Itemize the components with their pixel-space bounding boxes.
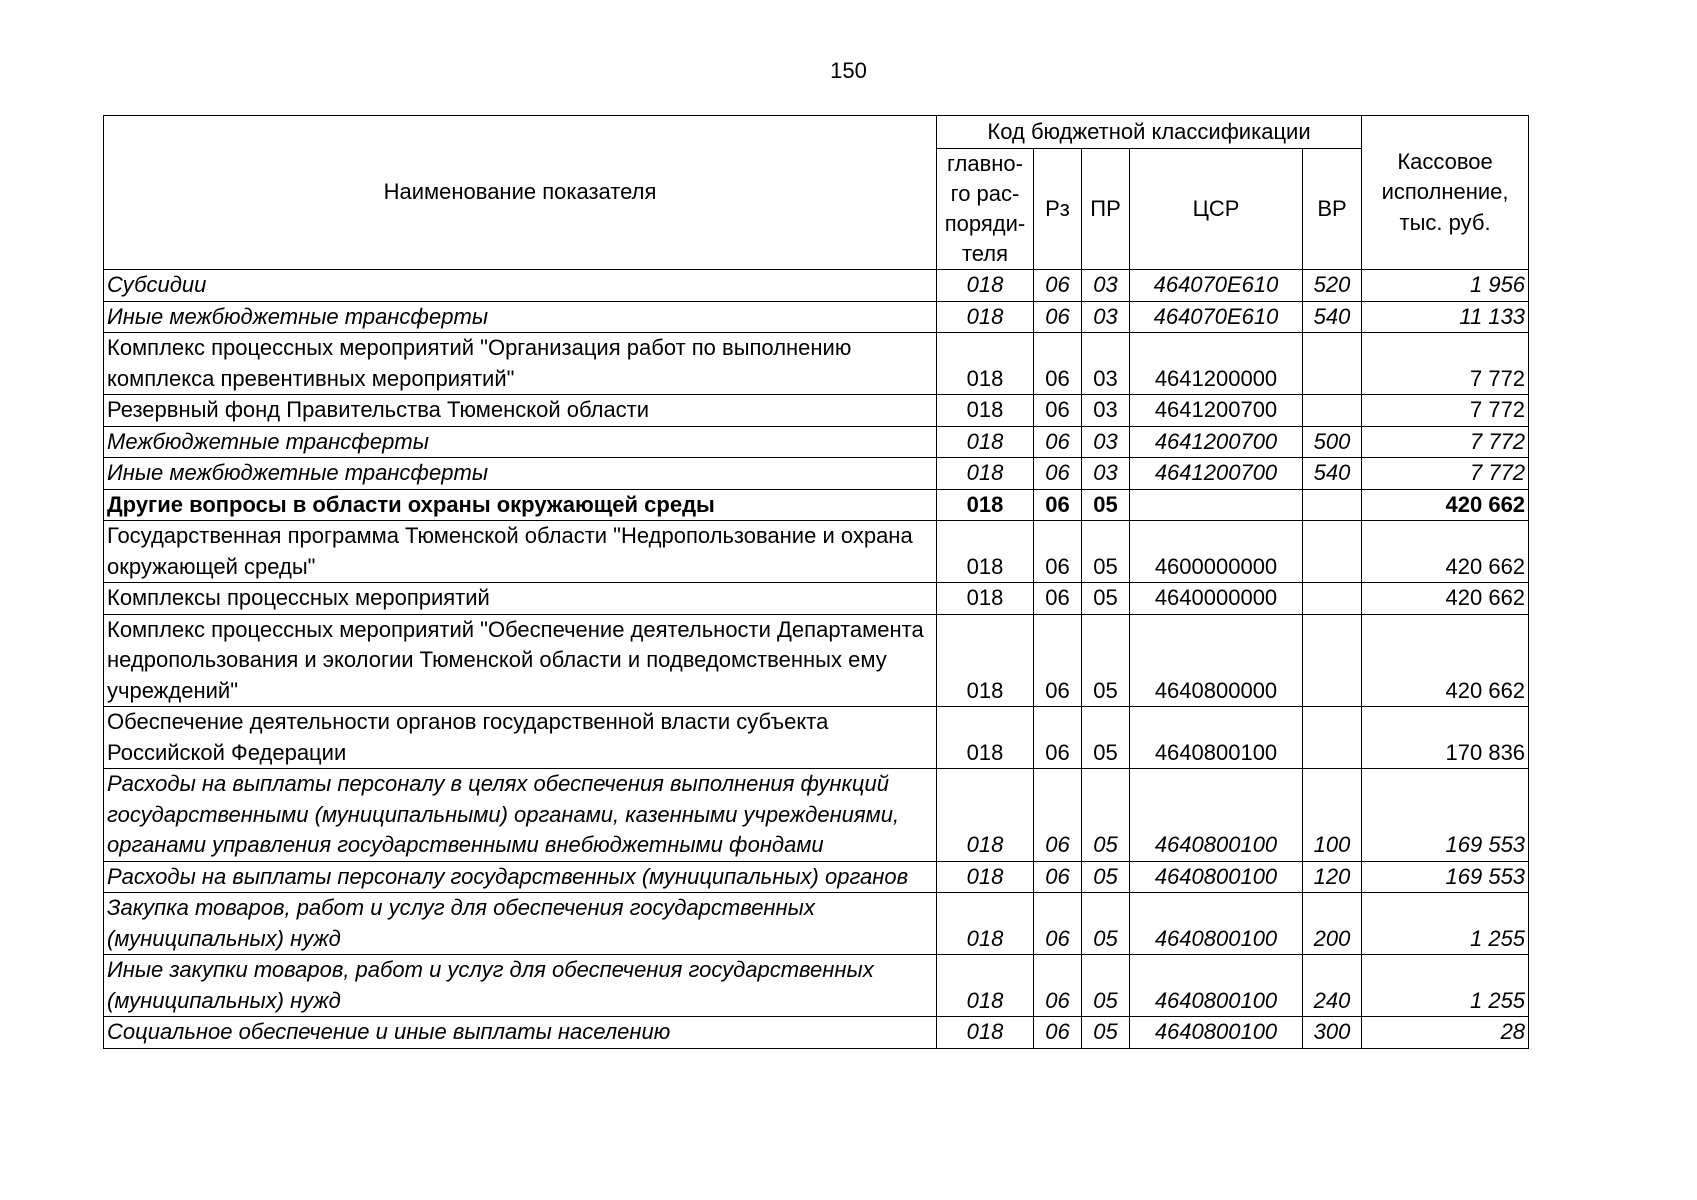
cell-grbs: 018	[937, 893, 1034, 955]
cell-amount: 169 553	[1362, 769, 1529, 862]
cell-csr: 4640800100	[1130, 1017, 1303, 1049]
header-grbs-line: поряди-	[944, 211, 1026, 236]
cell-amount: 7 772	[1362, 458, 1529, 490]
cell-amount: 7 772	[1362, 333, 1529, 395]
cell-grbs: 018	[937, 521, 1034, 583]
cell-name: Комплекс процессных мероприятий "Организация работ по выполнению комплекса превентивных мероприятий"	[104, 333, 937, 395]
cell-rz: 06	[1034, 489, 1082, 521]
cell-csr: 4641200700	[1130, 426, 1303, 458]
cell-name: Государственная программа Тюменской области "Недропользование и охрана окружающей среды"	[104, 521, 937, 583]
header-pr: ПР	[1082, 149, 1130, 270]
cell-amount: 1 255	[1362, 955, 1529, 1017]
cell-rz: 06	[1034, 955, 1082, 1017]
cell-amount: 1 956	[1362, 270, 1529, 302]
cell-amount: 7 772	[1362, 426, 1529, 458]
cell-csr: 464070Е610	[1130, 301, 1303, 333]
table-row	[104, 614, 1529, 707]
cell-pr: 05	[1082, 955, 1130, 1017]
cell-pr: 05	[1082, 583, 1130, 615]
table-row	[104, 395, 1529, 427]
cell-vr	[1303, 521, 1362, 583]
cell-pr: 03	[1082, 426, 1130, 458]
cell-csr: 4640800100	[1130, 861, 1303, 893]
cell-grbs: 018	[937, 333, 1034, 395]
header-amount-line: Кассовое	[1397, 148, 1493, 174]
cell-csr: 464070Е610	[1130, 270, 1303, 302]
cell-amount: 420 662	[1362, 583, 1529, 615]
cell-pr: 03	[1082, 395, 1130, 427]
cell-amount: 170 836	[1362, 707, 1529, 769]
cell-vr: 520	[1303, 270, 1362, 302]
cell-rz: 06	[1034, 426, 1082, 458]
cell-csr: 4640800100	[1130, 769, 1303, 862]
cell-csr: 4600000000	[1130, 521, 1303, 583]
cell-vr: 300	[1303, 1017, 1362, 1049]
header-grbs-line: го рас-	[950, 181, 1020, 206]
cell-csr: 4641200700	[1130, 458, 1303, 490]
header-grbs	[937, 149, 1034, 270]
table-row	[104, 333, 1529, 395]
cell-vr	[1303, 583, 1362, 615]
cell-vr	[1303, 395, 1362, 427]
cell-rz: 06	[1034, 1017, 1082, 1049]
cell-vr: 200	[1303, 893, 1362, 955]
cell-vr: 500	[1303, 426, 1362, 458]
cell-grbs: 018	[937, 707, 1034, 769]
header-amount	[1362, 116, 1529, 270]
cell-name: Иные межбюджетные трансферты	[104, 458, 937, 490]
cell-pr: 03	[1082, 270, 1130, 302]
cell-rz: 06	[1034, 458, 1082, 490]
cell-name: Закупка товаров, работ и услуг для обеспечения государственных (муниципальных) нужд	[104, 893, 937, 955]
cell-grbs: 018	[937, 583, 1034, 615]
cell-name: Обеспечение деятельности органов государственной власти субъекта Российской Федерации	[104, 707, 937, 769]
cell-pr: 05	[1082, 769, 1130, 862]
cell-pr: 05	[1082, 861, 1130, 893]
table-row	[104, 270, 1529, 302]
cell-pr: 05	[1082, 489, 1130, 521]
cell-name: Комплексы процессных мероприятий	[104, 583, 937, 615]
table-row	[104, 489, 1529, 521]
cell-csr: 4640800100	[1130, 893, 1303, 955]
cell-name: Субсидии	[104, 270, 937, 302]
table-row	[104, 769, 1529, 862]
cell-grbs: 018	[937, 614, 1034, 707]
table-row	[104, 301, 1529, 333]
header-grbs-line: главно-	[946, 151, 1023, 176]
table-row	[104, 521, 1529, 583]
table-row	[104, 955, 1529, 1017]
cell-csr: 4640800000	[1130, 614, 1303, 707]
cell-pr: 03	[1082, 333, 1130, 395]
cell-rz: 06	[1034, 583, 1082, 615]
cell-name: Иные межбюджетные трансферты	[104, 301, 937, 333]
cell-pr: 05	[1082, 893, 1130, 955]
header-grbs-line: теля	[961, 241, 1009, 266]
cell-name: Резервный фонд Правительства Тюменской области	[104, 395, 937, 427]
cell-name: Социальное обеспечение и иные выплаты населению	[104, 1017, 937, 1049]
header-csr: ЦСР	[1130, 149, 1303, 270]
cell-vr: 540	[1303, 458, 1362, 490]
cell-grbs: 018	[937, 489, 1034, 521]
cell-amount: 7 772	[1362, 395, 1529, 427]
cell-amount: 11 133	[1362, 301, 1529, 333]
table-header	[104, 116, 1529, 270]
cell-name: Другие вопросы в области охраны окружающей среды	[104, 489, 937, 521]
cell-rz: 06	[1034, 707, 1082, 769]
cell-grbs: 018	[937, 861, 1034, 893]
cell-grbs: 018	[937, 395, 1034, 427]
cell-vr: 120	[1303, 861, 1362, 893]
cell-pr: 05	[1082, 614, 1130, 707]
header-amount-line: исполнение,	[1381, 179, 1509, 205]
cell-vr: 100	[1303, 769, 1362, 862]
cell-amount: 420 662	[1362, 489, 1529, 521]
cell-name: Расходы на выплаты персоналу в целях обеспечения выполнения функций государственными (муниципальными) органами, казенными учреждениями, органами управления государственными внебюджетными фондами	[104, 769, 937, 862]
cell-vr	[1303, 333, 1362, 395]
cell-amount: 1 255	[1362, 893, 1529, 955]
cell-grbs: 018	[937, 458, 1034, 490]
header-vr: ВР	[1303, 149, 1362, 270]
cell-rz: 06	[1034, 614, 1082, 707]
cell-pr: 03	[1082, 458, 1130, 490]
cell-rz: 06	[1034, 893, 1082, 955]
cell-pr: 05	[1082, 707, 1130, 769]
budget-table	[103, 115, 1529, 1049]
table-row	[104, 426, 1529, 458]
cell-pr: 05	[1082, 521, 1130, 583]
cell-rz: 06	[1034, 333, 1082, 395]
cell-grbs: 018	[937, 301, 1034, 333]
cell-name: Иные закупки товаров, работ и услуг для обеспечения государственных (муниципальных) нужд	[104, 955, 937, 1017]
table-row	[104, 458, 1529, 490]
cell-rz: 06	[1034, 521, 1082, 583]
cell-vr: 240	[1303, 955, 1362, 1017]
table-body	[104, 270, 1529, 1049]
cell-csr: 4640800100	[1130, 707, 1303, 769]
cell-rz: 06	[1034, 769, 1082, 862]
cell-vr	[1303, 707, 1362, 769]
cell-pr: 05	[1082, 1017, 1130, 1049]
header-name: Наименование показателя	[104, 116, 937, 270]
table-row	[104, 861, 1529, 893]
cell-rz: 06	[1034, 270, 1082, 302]
cell-vr	[1303, 614, 1362, 707]
cell-name: Расходы на выплаты персоналу государственных (муниципальных) органов	[104, 861, 937, 893]
header-rz: Рз	[1034, 149, 1082, 270]
cell-grbs: 018	[937, 1017, 1034, 1049]
cell-name: Межбюджетные трансферты	[104, 426, 937, 458]
cell-vr: 540	[1303, 301, 1362, 333]
header-kbk: Код бюджетной классификации	[937, 116, 1362, 149]
table-row	[104, 893, 1529, 955]
cell-csr: 4641200000	[1130, 333, 1303, 395]
table-row	[104, 583, 1529, 615]
table-row	[104, 707, 1529, 769]
cell-pr: 03	[1082, 301, 1130, 333]
cell-rz: 06	[1034, 861, 1082, 893]
cell-csr: 4640800100	[1130, 955, 1303, 1017]
cell-amount: 28	[1362, 1017, 1529, 1049]
cell-rz: 06	[1034, 301, 1082, 333]
cell-grbs: 018	[937, 769, 1034, 862]
cell-name: Комплекс процессных мероприятий "Обеспечение деятельности Департамента недропользования и экологии Тюменской области и подведомственных ему учреждений"	[104, 614, 937, 707]
cell-csr	[1130, 489, 1303, 521]
cell-csr: 4641200700	[1130, 395, 1303, 427]
cell-rz: 06	[1034, 395, 1082, 427]
cell-amount: 420 662	[1362, 521, 1529, 583]
cell-amount: 169 553	[1362, 861, 1529, 893]
page-number: 150	[830, 58, 867, 83]
cell-amount: 420 662	[1362, 614, 1529, 707]
cell-csr: 4640000000	[1130, 583, 1303, 615]
cell-grbs: 018	[937, 426, 1034, 458]
cell-grbs: 018	[937, 270, 1034, 302]
cell-grbs: 018	[937, 955, 1034, 1017]
header-amount-line: тыс. руб.	[1399, 209, 1491, 235]
cell-vr	[1303, 489, 1362, 521]
table-row	[104, 1017, 1529, 1049]
